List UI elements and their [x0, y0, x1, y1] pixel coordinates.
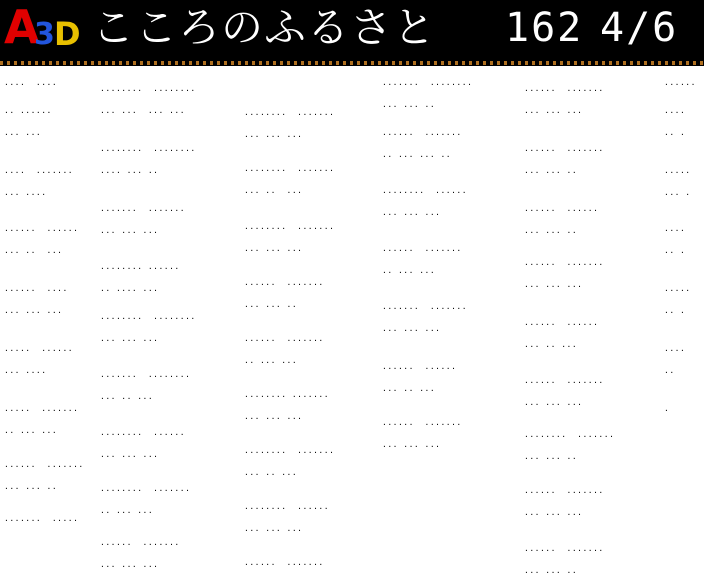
text-line: ... ... ...	[244, 244, 303, 253]
text-line: ... ... ...	[524, 508, 583, 517]
text-line: ..... ......	[4, 344, 74, 353]
text-line: .. .	[664, 128, 686, 137]
text-line: ....... .......	[382, 302, 468, 311]
text-line: ...... .......	[244, 278, 324, 287]
text-line: .. ......	[4, 106, 52, 115]
text-line: ... ... ...	[244, 130, 303, 139]
text-line: .. ... ...	[244, 356, 298, 365]
text-line: ... .. ...	[100, 392, 154, 401]
text-line: ... ... ...	[524, 398, 583, 407]
text-line: ....... .....	[4, 514, 79, 523]
issue-number: 162	[505, 5, 584, 51]
text-line: ... ... ..	[524, 226, 578, 235]
text-line: ... .. ...	[244, 186, 303, 195]
logo-digit-3: 3	[34, 17, 55, 52]
text-line: ....... ........	[382, 78, 473, 87]
text-line: ... ... ..	[524, 452, 578, 461]
text-line: ....	[664, 344, 686, 353]
text-line: ...... .......	[524, 376, 604, 385]
text-line: ........ ......	[100, 428, 186, 437]
text-line: ...... ......	[524, 318, 599, 327]
text-line: ... ... ...	[524, 106, 583, 115]
text-line: ... ...	[4, 128, 42, 137]
text-line: ...... .......	[382, 418, 462, 427]
text-line: ........ .......	[244, 222, 335, 231]
text-line: ... ... ...	[382, 324, 441, 333]
text-line: ...... ......	[4, 224, 79, 233]
text-line: ... ....	[4, 366, 47, 375]
text-line: ........ ......	[382, 186, 468, 195]
text-line: ........ .......	[244, 108, 335, 117]
text-line: ........ .......	[524, 430, 615, 439]
text-line: ... ... ... ...	[100, 106, 186, 115]
text-line: ... .. ...	[524, 340, 578, 349]
text-line: ...... .......	[524, 486, 604, 495]
logo-letter-a: A	[4, 0, 38, 54]
text-line: ........ .......	[100, 484, 191, 493]
text-line: ...... .......	[382, 128, 462, 137]
text-line: .. ... ...	[4, 426, 58, 435]
text-line: ........ .......	[244, 164, 335, 173]
text-line: ...... ......	[524, 204, 599, 213]
text-line: ........ ........	[100, 144, 196, 153]
logo-letter-d: D	[54, 15, 81, 53]
text-line: ... ... ..	[382, 100, 436, 109]
text-line: .. ... ...	[100, 506, 154, 515]
text-line: ... ... ...	[382, 208, 441, 217]
text-line: ... ... ...	[382, 440, 441, 449]
text-line: ........ ........	[100, 312, 196, 321]
text-line: ........ .......	[244, 390, 330, 399]
text-line: ....... ........	[100, 370, 191, 379]
text-line: ........ ........	[100, 84, 196, 93]
title-header	[0, 0, 704, 60]
text-line: ... ... ...	[100, 450, 159, 459]
text-line: ....	[664, 224, 686, 233]
text-line: ........ ......	[100, 262, 180, 271]
text-line: ...... ....	[4, 284, 68, 293]
text-content-area	[0, 66, 704, 575]
text-line: ... ... ...	[100, 560, 159, 569]
text-line: ... ... ...	[244, 524, 303, 533]
text-line: .	[664, 404, 670, 413]
text-line: ...... .......	[4, 460, 84, 469]
text-line: ... ... ...	[244, 412, 303, 421]
text-line: .. .	[664, 246, 686, 255]
text-line: ... ... ..	[4, 482, 58, 491]
divider-dots	[0, 61, 704, 65]
text-line: ... .	[664, 188, 691, 197]
text-line: ... .. ...	[244, 468, 298, 477]
text-line: ..	[664, 366, 675, 375]
text-line: ...... .......	[524, 84, 604, 93]
text-line: ...... .......	[382, 244, 462, 253]
text-line: ...... .......	[244, 334, 324, 343]
page-indicator: 4/6	[600, 5, 679, 51]
text-line: ...... ......	[382, 362, 457, 371]
text-line: ... ... ...	[4, 306, 63, 315]
text-line: ......	[664, 78, 696, 87]
text-line: .. .	[664, 306, 686, 315]
text-line: .. .... ...	[100, 284, 159, 293]
text-line: .. ... ... ..	[382, 150, 452, 159]
text-line: ...... .......	[524, 144, 604, 153]
a3d-logo	[4, 0, 88, 56]
text-line: ... ... ...	[100, 226, 159, 235]
text-line: ... ... ...	[100, 334, 159, 343]
text-line: ... ... ...	[524, 280, 583, 289]
text-line: .... ... ..	[100, 166, 159, 175]
text-line: ... ... ..	[524, 566, 578, 575]
text-line: ........ ......	[244, 502, 330, 511]
text-line: .....	[664, 166, 691, 175]
text-line: ....	[664, 106, 686, 115]
text-line: ...... .......	[524, 544, 604, 553]
text-line: ...... .......	[524, 258, 604, 267]
text-line: ...... .......	[244, 558, 324, 567]
text-line: ... ... ..	[524, 166, 578, 175]
page-title: こころのふるさと	[92, 3, 437, 52]
text-line: ... ... ..	[244, 300, 298, 309]
text-line: ... ....	[4, 188, 47, 197]
text-line: ........ .......	[244, 446, 335, 455]
text-line: ..... .......	[4, 404, 79, 413]
text-line: .... .......	[4, 166, 74, 175]
text-line: ...... .......	[100, 538, 180, 547]
text-line: ... .. ...	[382, 384, 436, 393]
text-line: .. ... ...	[382, 266, 436, 275]
text-line: ....... .......	[100, 204, 186, 213]
text-line: .... ....	[4, 78, 58, 87]
text-line: ... .. ...	[4, 246, 63, 255]
text-line: .....	[664, 284, 691, 293]
